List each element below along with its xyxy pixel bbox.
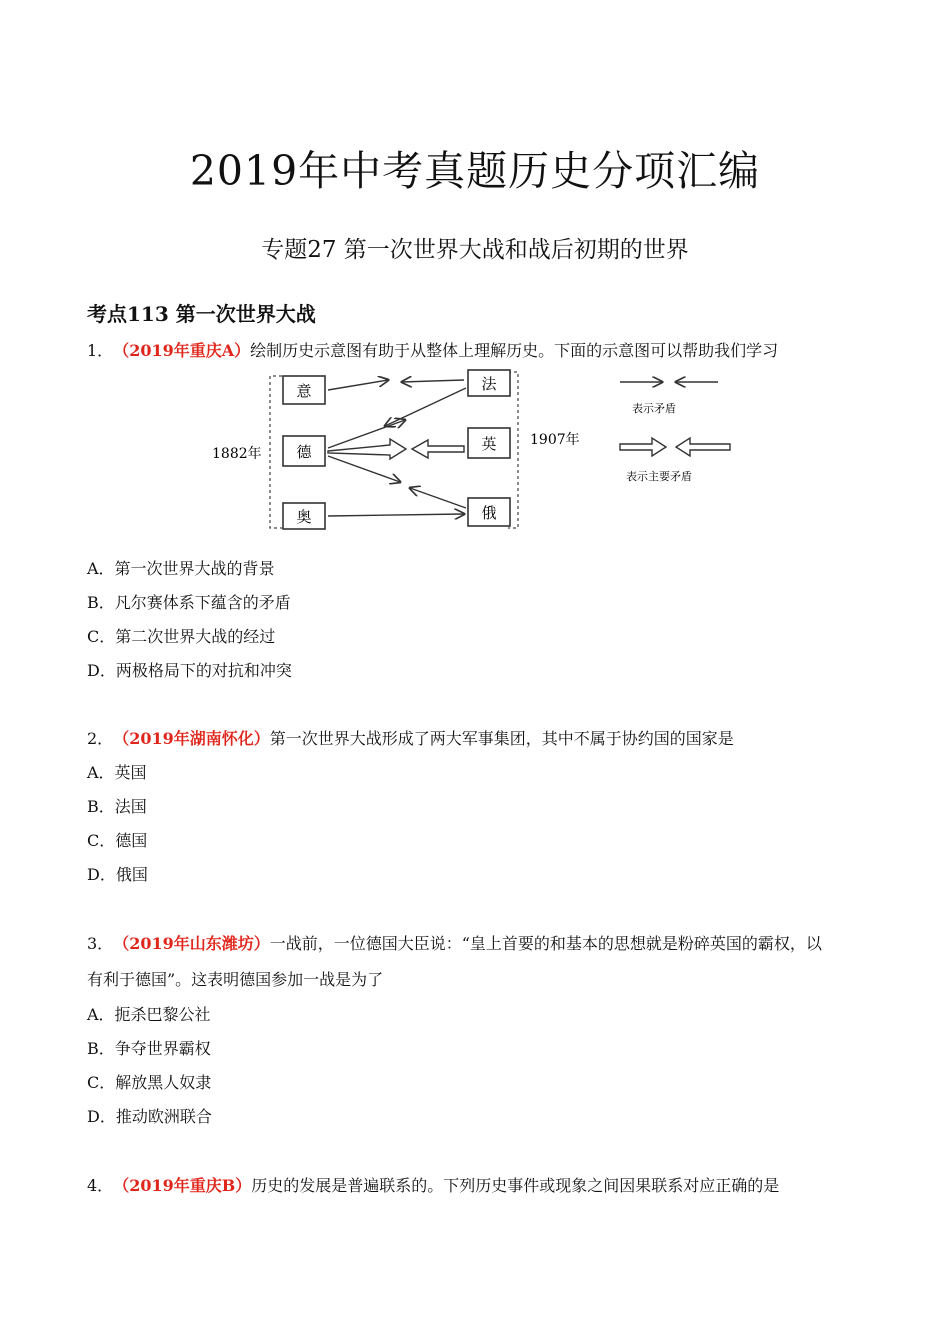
svg-text:奥: 奥: [296, 508, 312, 526]
country-box-russia: [468, 498, 510, 526]
option-2a: A．英国: [87, 763, 147, 782]
option-3b: B．争夺世界霸权: [87, 1039, 211, 1058]
option-2b: B．法国: [87, 797, 147, 816]
country-box-france: [468, 370, 510, 396]
arrow-france-germany: [385, 388, 466, 426]
arrow-germany-russia: [328, 456, 400, 482]
question-source: （2019年重庆A）: [121, 341, 251, 360]
question-1: 1． （2019年重庆A）绘制历史示意图有助于从整体上理解历史。下面的示意图可以帮助我们学习: [87, 341, 779, 360]
option-3a: A．扼杀巴黎公社: [87, 1005, 211, 1024]
option-1c: C．第二次世界大战的经过: [87, 627, 276, 646]
option-2d: D．俄国: [87, 865, 148, 884]
relation-diagram: [200, 368, 740, 533]
double-arrow-britain-germany: [412, 440, 464, 458]
question-3-continued: 有利于德国”。这表明德国参加一战是为了: [87, 970, 384, 989]
country-box-germany: [283, 436, 325, 466]
option-1a: A．第一次世界大战的背景: [87, 559, 275, 578]
country-box-austria: [283, 503, 325, 529]
country-box-britain: [468, 428, 510, 458]
document-title: 2019年中考真题历史分项汇编: [189, 147, 761, 195]
question-source: （2019年山东潍坊）: [121, 934, 270, 953]
option-3c: C．解放黑人奴隶: [87, 1073, 212, 1092]
svg-text:法: 法: [481, 375, 497, 393]
question-3: 3． （2019年山东潍坊）一战前，一位德国大臣说：“皇上首要的和基本的思想就是粉碎英国的霸权，以: [87, 934, 822, 953]
topic-subtitle: 专题27 第一次世界大战和战后初期的世界: [261, 237, 689, 263]
question-stem: 第一次世界大战形成了两大军事集团，其中不属于协约国的国家是: [269, 729, 734, 748]
legend-double-arrow-right: [620, 438, 666, 456]
question-source: （2019年湖南怀化）: [121, 729, 270, 748]
arrow-austria-russia: [328, 514, 464, 516]
question-4: 4． （2019年重庆B）历史的发展是普遍联系的。下列历史事件或现象之间因果联系对应正确的是: [87, 1176, 780, 1195]
section-heading: 考点113 第一次世界大战: [87, 302, 316, 326]
arrow-italy-france: [328, 380, 388, 390]
svg-text:意: 意: [296, 382, 312, 400]
arrow-russia-germany: [410, 488, 466, 508]
legend-conflict-label: 表示矛盾: [632, 402, 676, 415]
svg-text:俄: 俄: [481, 504, 497, 522]
svg-text:德: 德: [296, 443, 312, 461]
legend-double-arrow-left: [676, 438, 730, 456]
question-stem: 绘制历史示意图有助于从整体上理解历史。下面的示意图可以帮助我们学习: [250, 341, 779, 360]
option-3d: D．推动欧洲联合: [87, 1107, 212, 1126]
question-source: （2019年重庆B）: [121, 1176, 252, 1195]
option-1d: D．两极格局下的对抗和冲突: [87, 661, 292, 680]
double-arrow-germany-britain: [328, 439, 406, 459]
arrow-france-italy: [402, 380, 464, 382]
svg-text:英: 英: [481, 435, 497, 453]
legend-main-conflict-label: 表示主要矛盾: [626, 470, 692, 483]
year-left-label: 1882年: [212, 446, 262, 462]
question-2: 2． （2019年湖南怀化）第一次世界大战形成了两大军事集团，其中不属于协约国的国家是: [87, 729, 734, 748]
question-stem: 历史的发展是普遍联系的。下列历史事件或现象之间因果联系对应正确的是: [251, 1176, 780, 1195]
country-box-italy: [283, 376, 325, 404]
option-2c: C．德国: [87, 831, 148, 850]
year-right-label: 1907年: [530, 432, 580, 448]
question-stem: 一战前，一位德国大臣说：“皇上首要的和基本的思想就是粉碎英国的霸权，以: [269, 934, 822, 953]
option-1b: B．凡尔赛体系下蕴含的矛盾: [87, 593, 291, 612]
